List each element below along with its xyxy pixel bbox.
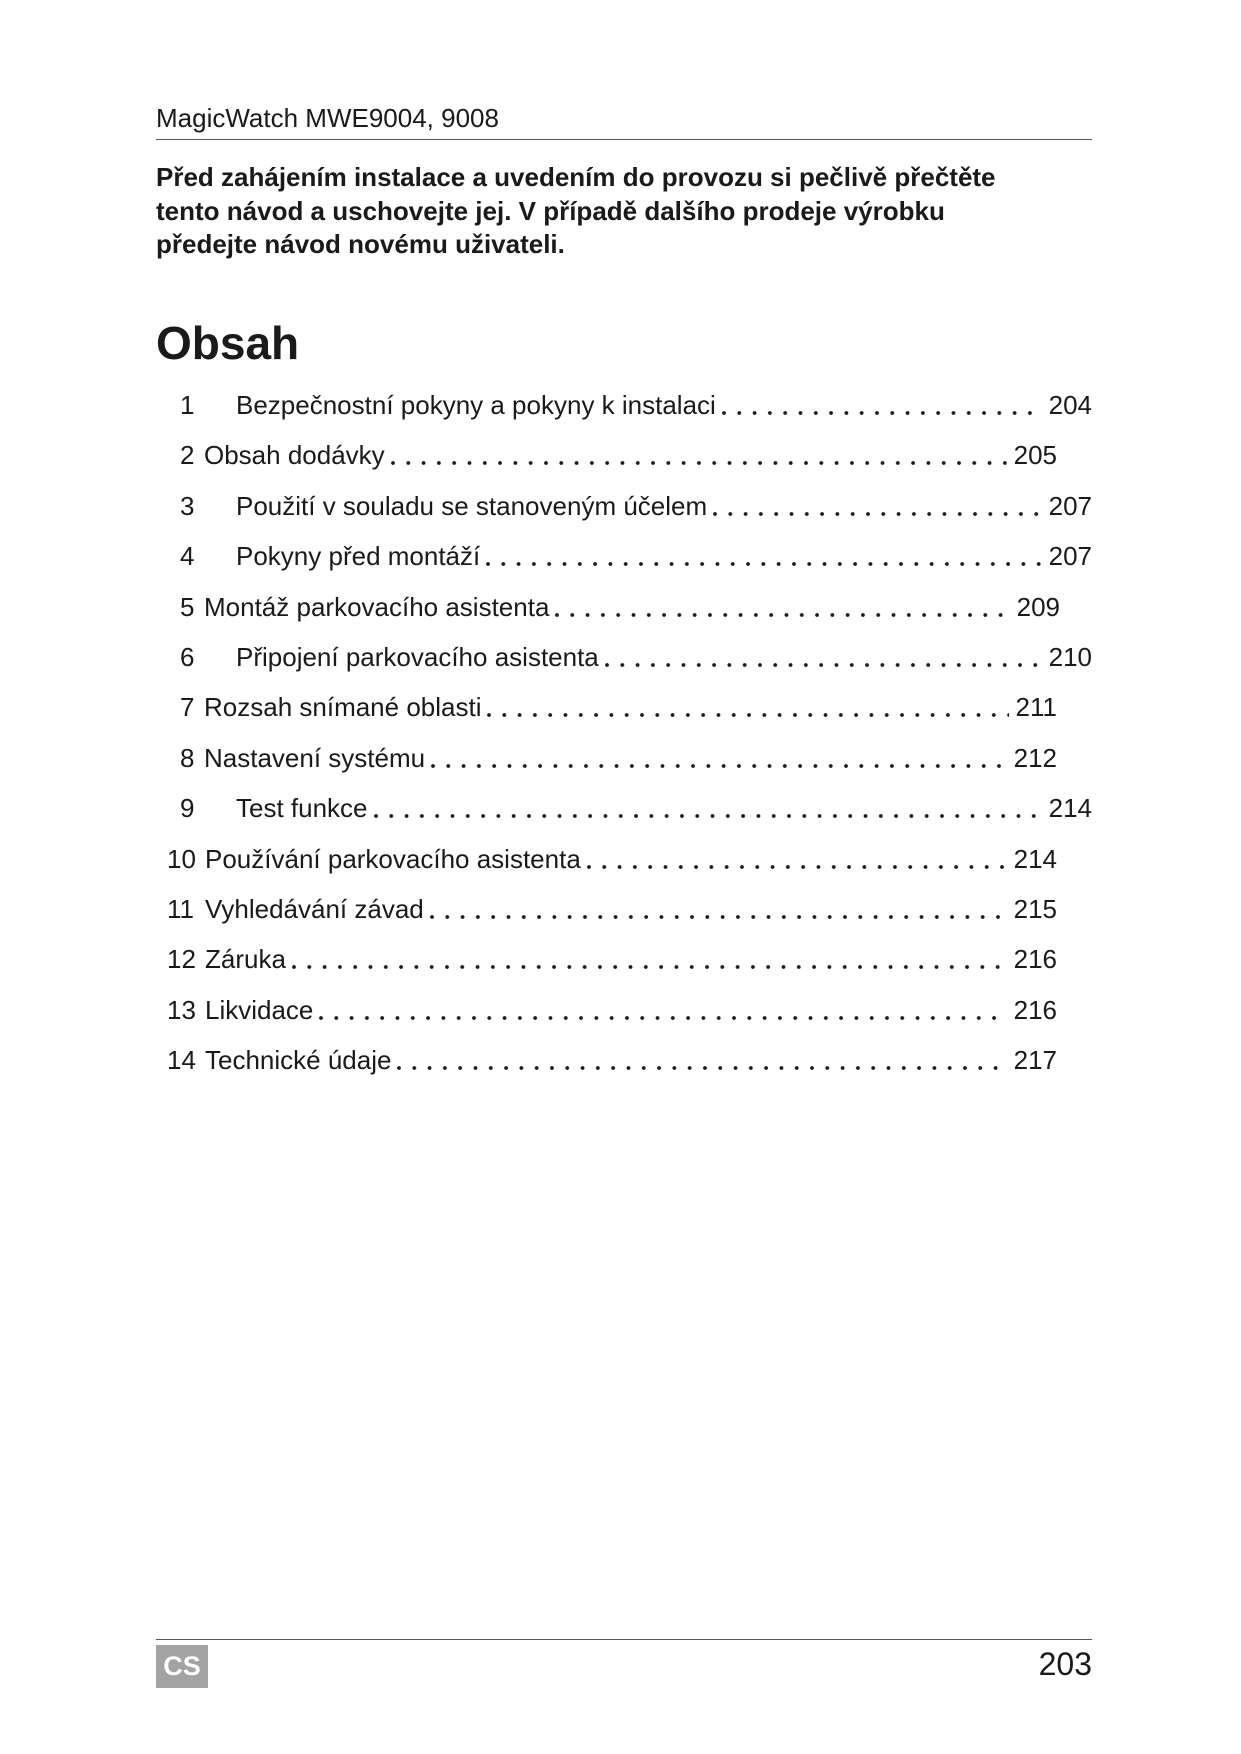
toc-entry-page: 216 [1013,994,1057,1025]
toc-entry-number: 13 [167,994,196,1025]
toc-entry[interactable] [167,843,1057,893]
toc-entry-page: 204 [1048,390,1092,420]
toc-entry[interactable] [180,490,1092,540]
toc-entry-number: 4 [180,541,195,572]
toc-entry[interactable] [180,389,1092,439]
toc-entry-number: 3 [180,490,195,521]
toc-entry-number: 1 [180,390,195,420]
toc-entry-title: Bezpečnostní pokyny a pokyny k instalaci [236,390,716,420]
toc-entry-title: Připojení parkovacího asistenta [236,641,599,672]
toc-entry[interactable] [167,1044,1057,1094]
dot-leader [395,1044,1006,1076]
table-of-contents [0,389,1241,1094]
toc-entry[interactable] [167,893,1057,943]
footer-divider [156,1639,1092,1640]
toc-entry-page: 214 [1013,843,1057,874]
document-header-title: MagicWatch MWE9004, 9008 [156,103,499,133]
toc-entry-page: 215 [1013,893,1057,924]
toc-entry-number: 8 [180,742,195,773]
dot-leader [317,994,1006,1026]
dot-leader [290,943,1007,975]
toc-entry-title: Používání parkovacího asistenta [205,843,581,874]
toc-entry[interactable] [180,691,1057,741]
toc-entry-page: 207 [1048,541,1092,572]
intro-line: tento návod a uschovejte jej. V případě dalšího prodeje výrobku [156,195,945,226]
toc-entry-title: Pokyny před montáží [236,541,481,572]
toc-entry-page: 211 [1015,692,1057,723]
dot-leader [711,490,1041,522]
intro-line: Před zahájením instalace a uvedením do provozu si pečlivě přečtěte [156,162,996,192]
dot-leader [603,641,1042,673]
toc-entry-title: Likvidace [205,994,314,1025]
toc-entry-title: Montáž parkovacího asistenta [204,591,550,622]
toc-entry-title: Technické údaje [205,1045,392,1076]
dot-leader [485,691,1008,723]
toc-entry[interactable] [180,540,1092,590]
toc-entry-title: Vyhledávání závad [205,893,424,924]
toc-entry-page: 207 [1048,490,1092,521]
page-number: 203 [1038,1646,1092,1682]
header-divider [156,139,1092,140]
dot-leader [428,893,1007,925]
intro-line: předejte návod novému uživateli. [156,229,565,259]
dot-leader [429,742,1007,774]
toc-entry-title: Test funkce [236,793,368,824]
toc-entry[interactable] [180,792,1092,842]
toc-entry[interactable] [167,994,1057,1044]
intro-paragraph [156,161,1092,262]
toc-entry-number: 2 [180,440,195,471]
dot-leader [389,439,1007,471]
toc-entry-title: Obsah dodávky [204,440,385,471]
toc-heading: Obsah [156,317,300,369]
toc-entry[interactable] [180,742,1057,792]
toc-entry-title: Rozsah snímané oblasti [204,692,482,723]
dot-leader [372,792,1042,824]
dot-leader [484,540,1041,572]
toc-entry-number: 14 [167,1045,196,1076]
toc-entry-number: 12 [167,944,196,975]
toc-entry-page: 212 [1013,742,1057,773]
toc-entry-title: Nastavení systému [204,742,426,773]
toc-entry-number: 5 [180,591,195,622]
toc-entry-page: 216 [1013,944,1057,975]
dot-leader [553,591,1009,623]
toc-entry-title: Použití v souladu se stanoveným účelem [236,490,708,521]
toc-entry-number: 7 [180,692,195,723]
toc-entry-number: 6 [180,641,195,672]
toc-entry[interactable] [180,439,1057,489]
toc-entry[interactable] [180,591,1060,641]
dot-leader [720,389,1042,421]
toc-entry[interactable] [167,943,1057,993]
toc-entry-page: 217 [1013,1045,1057,1076]
toc-entry-title: Záruka [205,944,286,975]
toc-entry[interactable] [180,641,1092,691]
toc-entry-page: 209 [1016,591,1060,622]
toc-entry-page: 205 [1013,440,1057,471]
dot-leader [585,843,1007,875]
toc-entry-number: 11 [167,893,194,924]
toc-entry-page: 214 [1048,793,1092,824]
toc-entry-number: 10 [167,843,196,874]
language-badge: CS [156,1645,208,1688]
toc-entry-page: 210 [1048,641,1092,672]
toc-entry-number: 9 [180,793,195,824]
